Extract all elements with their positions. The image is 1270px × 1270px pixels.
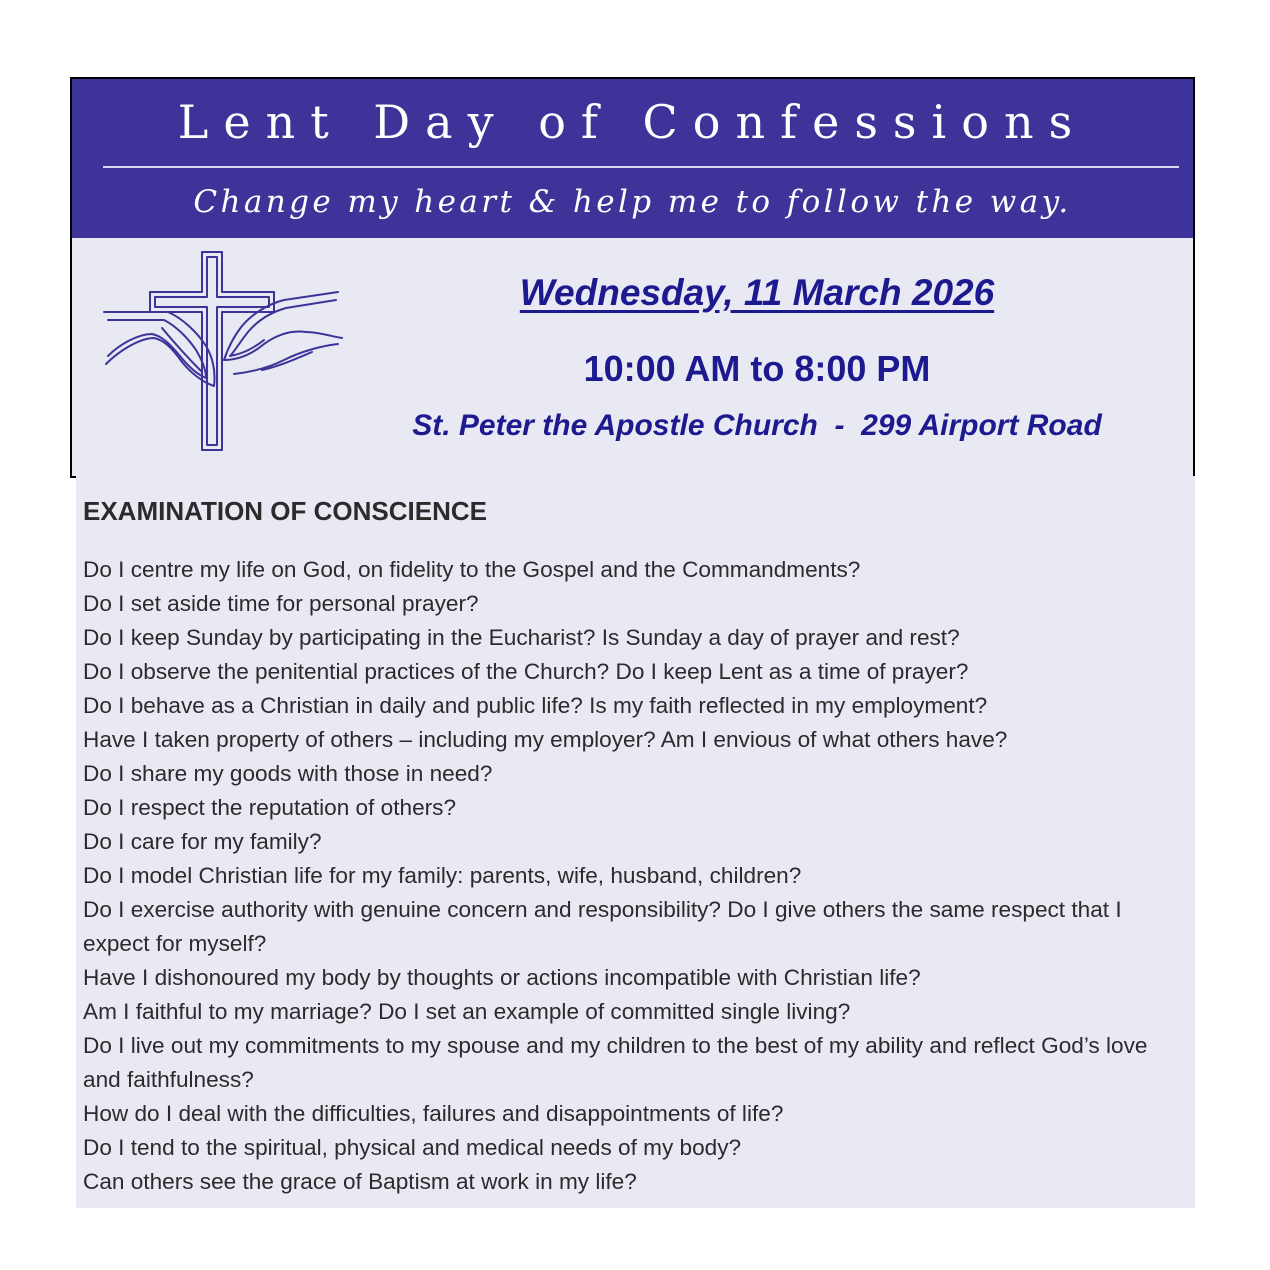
list-item: Do I live out my commitments to my spouse and my children to the best of my ability and reflect God’s love and faithfulness? [83,1033,1148,1092]
cross-with-hands-icon [102,248,346,454]
list-item: Do I exercise authority with genuine concern and responsibility? Do I give others the same respect that I expect for myself? [83,897,1122,956]
banner-divider [103,166,1179,168]
tagline: Change my heart & help me to follow the way. [193,184,1072,220]
list-item: Have I taken property of others – including my employer? Am I envious of what others have? [83,727,1008,752]
event-date: Wednesday, 11 March 2026 [519,272,995,313]
list-item: Do I tend to the spiritual, physical and medical needs of my body? [83,1135,742,1160]
event-time: 10:00 AM to 8:00 PM [583,348,931,389]
list-item: Do I set aside time for personal prayer? [83,591,479,616]
event-location: St. Peter the Apostle Church - 299 Airport Road [412,409,1102,442]
question-list [83,553,1183,1199]
list-item: Can others see the grace of Baptism at work in my life? [83,1169,637,1194]
list-item: Do I centre my life on God, on fidelity to the Gospel and the Commandments? [83,557,861,582]
list-item: Do I care for my family? [83,829,322,854]
event-header [70,77,1195,478]
list-item: Do I respect the reputation of others? [83,795,457,820]
list-item: Do I model Christian life for my family: parents, wife, husband, children? [83,863,802,888]
list-item: Do I behave as a Christian in daily and public life? Is my faith reflected in my employment? [83,693,988,718]
list-item: Do I keep Sunday by participating in the Eucharist? Is Sunday a day of prayer and rest? [83,625,960,650]
list-item: Am I faithful to my marriage? Do I set an example of committed single living? [83,999,851,1024]
list-item: Have I dishonoured my body by thoughts or actions incompatible with Christian life? [83,965,921,990]
page-title: Lent Day of Confessions [177,95,1088,149]
list-item: Do I share my goods with those in need? [83,761,493,786]
list-item: Do I observe the penitential practices of the Church? Do I keep Lent as a time of prayer? [83,659,969,684]
list-item: How do I deal with the difficulties, failures and disappointments of life? [83,1101,784,1126]
section-heading: EXAMINATION OF CONSCIENCE [83,496,487,526]
title-banner [72,79,1193,238]
examination-section [76,476,1195,1208]
